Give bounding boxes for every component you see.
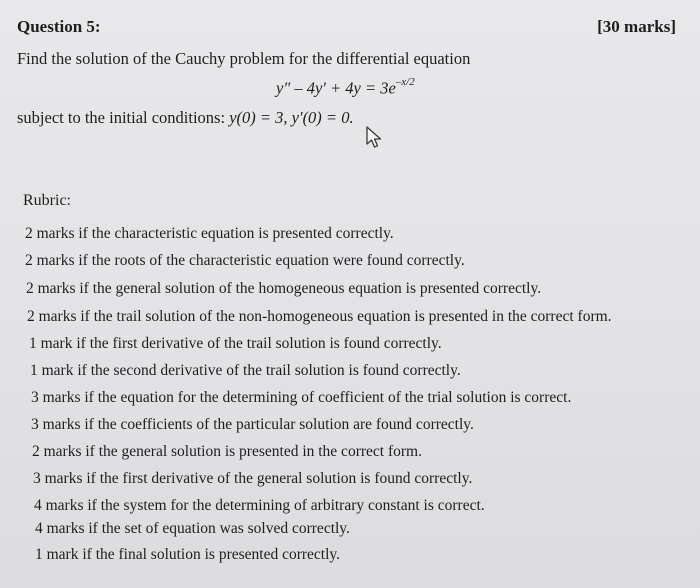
rubric-item: 3 marks if the equation for the determining of coefficient of the trial solution is correct. [31, 389, 572, 406]
question-marks: [30 marks] [597, 17, 676, 36]
rubric-item: 1 mark if the final solution is presented correctly. [35, 546, 341, 563]
rubric-item: 2 marks if the trail solution of the non-homogeneous equation is presented in the correct form. [27, 308, 612, 325]
differential-equation [276, 78, 415, 99]
rubric-item: 2 marks if the general solution is presented in the correct form. [32, 443, 422, 460]
rubric-item: 3 marks if the coefficients of the particular solution are found correctly. [31, 416, 474, 433]
mouse-pointer-icon [364, 125, 386, 149]
rubric-item: 4 marks if the set of equation was solved correctly. [35, 520, 350, 537]
question-intro: Find the solution of the Cauchy problem for the differential equation [17, 49, 471, 68]
rubric-item: 1 mark if the second derivative of the trail solution is found correctly. [30, 362, 461, 379]
initial-conditions [17, 108, 354, 128]
rubric-item: 1 mark if the first derivative of the trail solution is found correctly. [29, 335, 442, 352]
conditions-label: subject to the initial conditions: [17, 108, 230, 127]
rubric-item: 2 marks if the roots of the characteristic equation were found correctly. [25, 252, 465, 269]
equation-exponent: –x/2 [395, 76, 415, 88]
equation-lhs: y″ – 4y′ + 4y = 3e [276, 78, 396, 98]
rubric-item: 2 marks if the general solution of the homogeneous equation is presented correctly. [26, 280, 542, 297]
rubric-item: 4 marks if the system for the determining of arbitrary constant is correct. [34, 497, 485, 514]
question-title: Question 5: [17, 17, 101, 36]
rubric-heading: Rubric: [23, 192, 71, 209]
rubric-item: 3 marks if the first derivative of the general solution is found correctly. [33, 470, 473, 487]
conditions-math: y(0) = 3, y′(0) = 0. [229, 108, 354, 127]
rubric-item: 2 marks if the characteristic equation is presented correctly. [25, 225, 394, 242]
